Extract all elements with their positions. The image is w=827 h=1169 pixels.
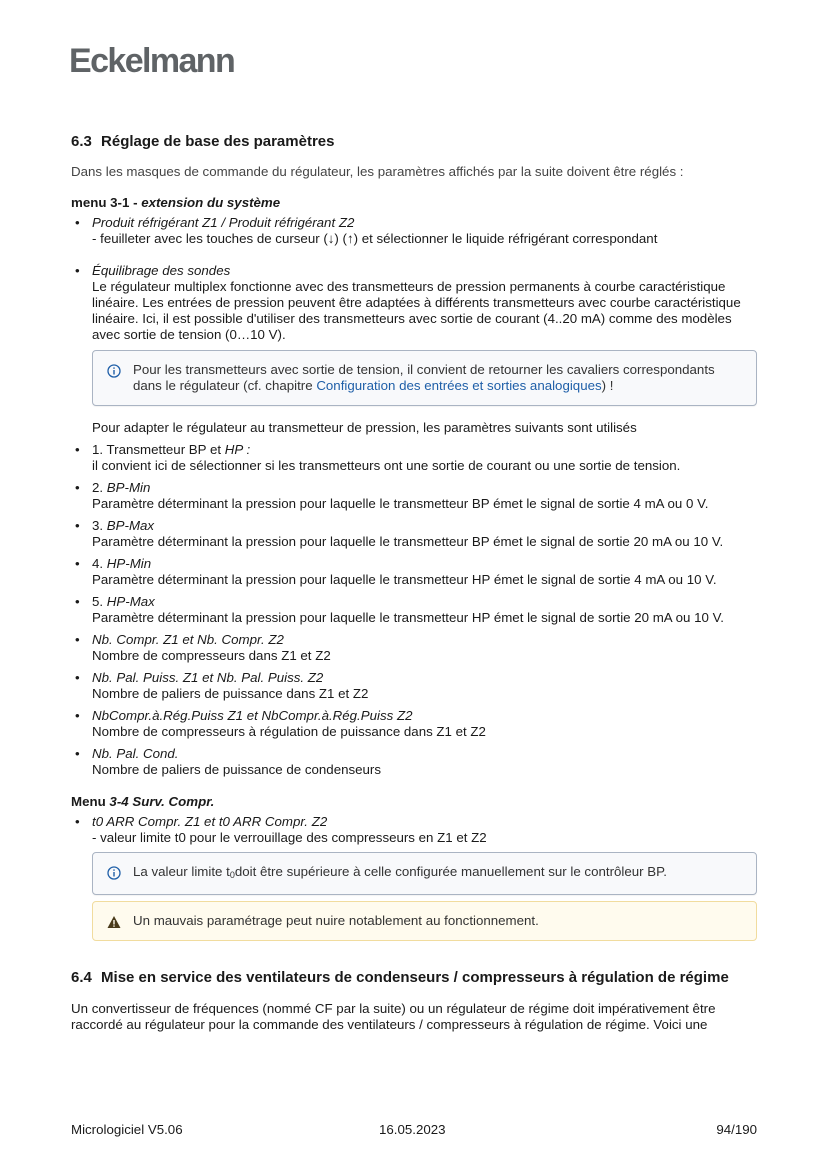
list-item: • 4. HP-Min Paramètre déterminant la pression pour laquelle le transmetteur HP émet le signal de sortie 4 mA ou 10 V. <box>71 556 757 588</box>
link-configuration-analogiques[interactable]: Configuration des entrées et sorties analogiques <box>316 378 602 393</box>
list-item: • NbCompr.à.Rég.Puiss Z1 et NbCompr.à.Rég.Puiss Z2 Nombre de compresseurs à régulation de puissance dans Z1 et Z2 <box>71 708 757 740</box>
list-item: • 2. BP-Min Paramètre déterminant la pression pour laquelle le transmetteur BP émet le signal de sortie 4 mA ou 0 V. <box>71 480 757 512</box>
footer-page-number: 94/190 <box>716 1122 757 1137</box>
list-item: • 3. BP-Max Paramètre déterminant la pression pour laquelle le transmetteur BP émet le signal de sortie 20 mA ou 10 V. <box>71 518 757 550</box>
warning-callout: Un mauvais paramétrage peut nuire notablement au fonctionnement. <box>92 901 757 941</box>
adapt-text: Pour adapter le régulateur au transmetteur de pression, les paramètres suivants sont utilisés <box>92 420 637 435</box>
info-circle-icon <box>107 866 121 880</box>
list-item: • Nb. Compr. Z1 et Nb. Compr. Z2 Nombre de compresseurs dans Z1 et Z2 <box>71 632 757 664</box>
info-callout: Pour les transmetteurs avec sortie de tension, il convient de retourner les cavaliers correspondants dans le régulateur (cf. chapitre Configuration des entrées et sorties analogiques) ! <box>92 350 757 406</box>
menu-3-4-heading: Menu 3-4 Surv. Compr. <box>71 794 215 809</box>
section-intro: Dans les masques de commande du régulateur, les paramètres affichés par la suite doivent être réglés : <box>71 164 684 179</box>
list-item: • Nb. Pal. Puiss. Z1 et Nb. Pal. Puiss. Z2 Nombre de paliers de puissance dans Z1 et Z2 <box>71 670 757 702</box>
menu-3-4-list <box>71 814 757 846</box>
section-heading-6-4: 6.4 Mise en service des ventilateurs de condenseurs / compresseurs à régulation de régime <box>71 969 729 986</box>
list-item: • Nb. Pal. Cond. Nombre de paliers de puissance de condenseurs <box>71 746 757 778</box>
menu-3-1-heading: menu 3-1 - extension du système <box>71 195 281 210</box>
list-item: • Produit réfrigérant Z1 / Produit réfrigérant Z2 - feuilleter avec les touches de curseur (↓) (↑) et sélectionner le liquide réfrigérant correspondant <box>71 215 757 247</box>
info-circle-icon <box>107 364 121 378</box>
params-list <box>71 442 757 778</box>
list-item: • t0 ARR Compr. Z1 et t0 ARR Compr. Z2 - valeur limite t0 pour le verrouillage des compresseurs en Z1 et Z2 <box>71 814 757 846</box>
section-6-4-text: Un convertisseur de fréquences (nommé CF par la suite) ou un régulateur de régime doit impérativement être raccordé au régulateur pour la commande des ventilateurs / compresseurs à régulation de régime. Voici une <box>71 1001 716 1032</box>
warning-triangle-icon <box>107 915 121 929</box>
footer-firmware-version: Micrologiciel V5.06 <box>71 1122 183 1137</box>
list-item: • 1. Transmetteur BP et HP : il convient ici de sélectionner si les transmetteurs ont une sortie de courant ou une sortie de tension. <box>71 442 757 474</box>
eckelmann-logo: Eckelmann <box>69 42 235 80</box>
info-callout: La valeur limite $t_0doit$ être supérieure à celle configurée manuellement sur le contrôleur BP. <box>92 852 757 895</box>
list-item: • Équilibrage des sondes Le régulateur multiplex fonctionne avec des transmetteurs de pression permanents à courbe caractéristique linéaire. Les entrées de pression peuvent être adaptées à différents transmetteurs avec courbe caractéristique linéaire. Ici, il est possible d'utiliser des transmetteurs avec sortie de courant (4..20 mA) comme des modèles avec sortie de tension (0…10 V). <box>71 263 757 343</box>
section-heading-6-3: 6.3 Réglage de base des paramètres <box>71 133 335 150</box>
menu-3-1-list <box>71 215 757 343</box>
page-content <box>71 133 757 1033</box>
footer-date: 16.05.2023 <box>379 1122 446 1137</box>
list-item: • 5. HP-Max Paramètre déterminant la pression pour laquelle le transmetteur HP émet le signal de sortie 20 mA ou 10 V. <box>71 594 757 626</box>
